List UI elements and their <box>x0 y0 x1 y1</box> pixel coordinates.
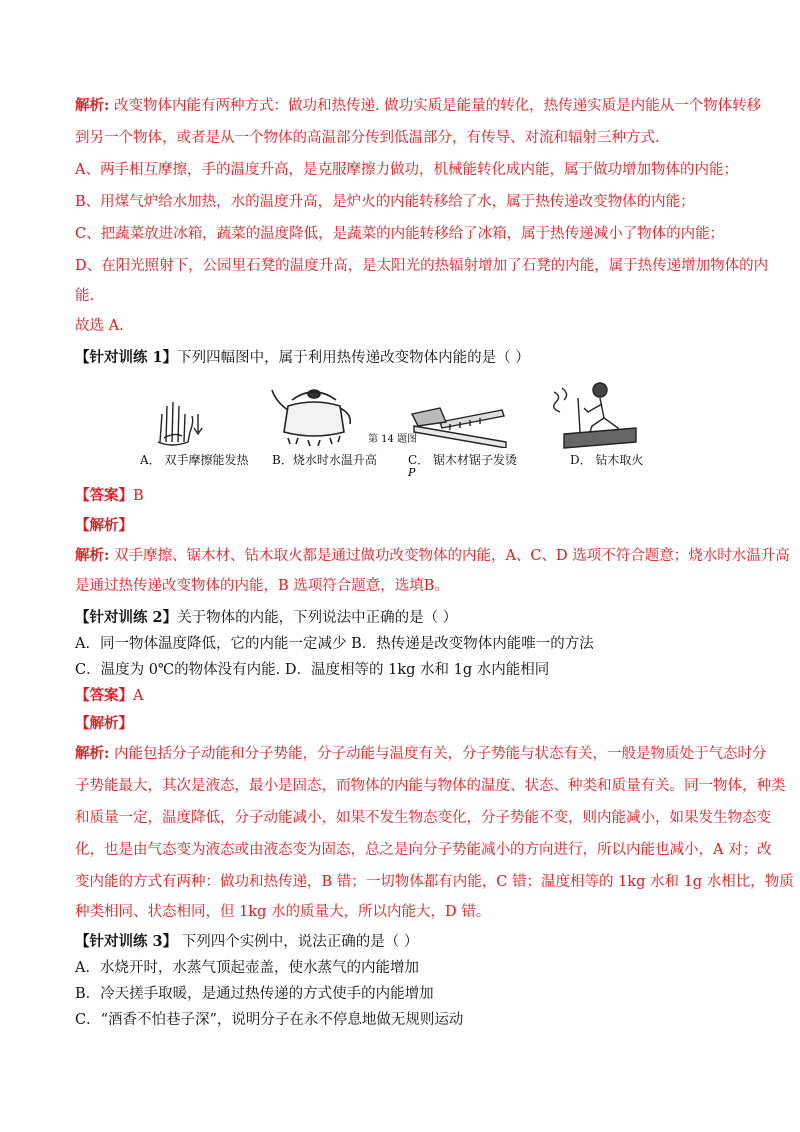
q1-analysis-line-1: 解析: 双手摩擦、锯木材、钻木取火都是通过做功改变物体的内能，A、C、D 选项不符合题意；烧水时水温升高 <box>75 547 790 564</box>
q2-analysis-head: 【解析】 <box>75 715 133 732</box>
q2-options-row-2: C．温度为 0℃的物体没有内能. D．温度相等的 1kg 水和 1g 水内能相同 <box>75 662 550 678</box>
analysis-line-7: 能. <box>75 288 95 304</box>
q2-analysis-line-3: 和质量一定，温度降低，分子动能减小，如果不发生物态变化，分子势能不变，则内能减小，如果发生物态变 <box>75 810 771 826</box>
hands-rubbing-figure <box>152 392 212 448</box>
q3-option-a: A．水烧开时，水蒸气顶起壶盖，使水蒸气的内能增加 <box>75 960 419 976</box>
q1-option-a: A． 双手摩擦能发热 <box>140 453 249 467</box>
q2-analysis-line-6: 种类相同、状态相同，但 1kg 水的质量大，所以内能大，D 错。 <box>75 904 491 920</box>
q3-option-b: B．冷天搓手取暖，是通过热传递的方式使手的内能增加 <box>75 986 434 1002</box>
analysis-line-2: 到另一个物体，或者是从一个物体的高温部分传到低温部分，有传导、对流和辐射三种方式. <box>75 130 660 146</box>
q1-option-d: D． 钻木取火 <box>570 453 644 467</box>
analysis-line-6: D、在阳光照射下，公园里石凳的温度升高，是太阳光的热辐射增加了石凳的内能，属于热传递增加物体的内 <box>75 258 769 274</box>
q1-option-b: B．烧水时水温升高 <box>272 453 377 467</box>
kettle-figure <box>268 380 358 446</box>
analysis-line-1: 解析: 改变物体内能有两种方式：做功和热传递. 做功实质是能量的转化，热传递实质是内能从一个物体转移 <box>75 97 762 114</box>
q3-title: 【针对训练 3】 下列四个实例中，说法正确的是（ ） <box>75 933 419 950</box>
q3-option-c: C．“酒香不怕巷子深”，说明分子在永不停息地做无规则运动 <box>75 1012 464 1028</box>
analysis-line-3: A、两手相互摩擦，手的温度升高，是克服摩擦力做功，机械能转化成内能，属于做功增加物体的内能； <box>75 162 738 178</box>
q2-analysis-line-5: 变内能的方式有两种：做功和热传递，B 错；一切物体都有内能，C 错；温度相等的 1kg 水和 1g 水相比，物质 <box>75 874 794 890</box>
figure-caption: 第 14 题图 <box>368 434 418 445</box>
q1-analysis-line-2: 是通过热传递改变物体的内能，B 选项符合题意，选填B。 <box>75 578 449 594</box>
q1-title: 【针对训练 1】下列四幅图中，属于利用热传递改变物体内能的是（ ） <box>75 349 530 366</box>
q2-analysis-line-2: 子势能最大，其次是液态，最小是固态，而物体的内能与物体的温度、状态、种类和质量有关。同一物体，种类 <box>75 778 786 794</box>
saw-wood-figure <box>410 396 510 448</box>
q2-answer: 【答案】A <box>75 687 144 704</box>
q1-answer: 【答案】B <box>75 487 144 504</box>
q1-analysis-head: 【解析】 <box>75 517 133 534</box>
q1-option-c: C． 锯木材锯子发烫 <box>408 453 517 467</box>
analysis-choice: 故选 A. <box>75 318 124 334</box>
q2-options-row-1: A．同一物体温度降低，它的内能一定减少 B．热传递是改变物体内能唯一的方法 <box>75 636 594 652</box>
q2-analysis-line-4: 化，也是由气态变为液态或由液态变为固态，总之是向分子势能减小的方向进行，所以内能也减小，A 对；改 <box>75 842 772 858</box>
q2-analysis-line-1: 解析: 内能包括分子动能和分子势能，分子动能与温度有关，分子势能与状态有关，一般是物质处于气态时分 <box>75 745 767 762</box>
q2-title: 【针对训练 2】关于物体的内能，下列说法中正确的是（ ） <box>75 609 458 626</box>
analysis-line-5: C、把蔬菜放进冰箱，蔬菜的温度降低，是蔬菜的内能转移给了冰箱，属于热传递减小了物体的内能； <box>75 226 725 242</box>
p-label: P <box>408 466 416 479</box>
drill-fire-figure <box>548 378 638 452</box>
analysis-line-4: B、用煤气炉给水加热，水的温度升高，是炉火的内能转移给了水，属于热传递改变物体的内能； <box>75 194 695 210</box>
